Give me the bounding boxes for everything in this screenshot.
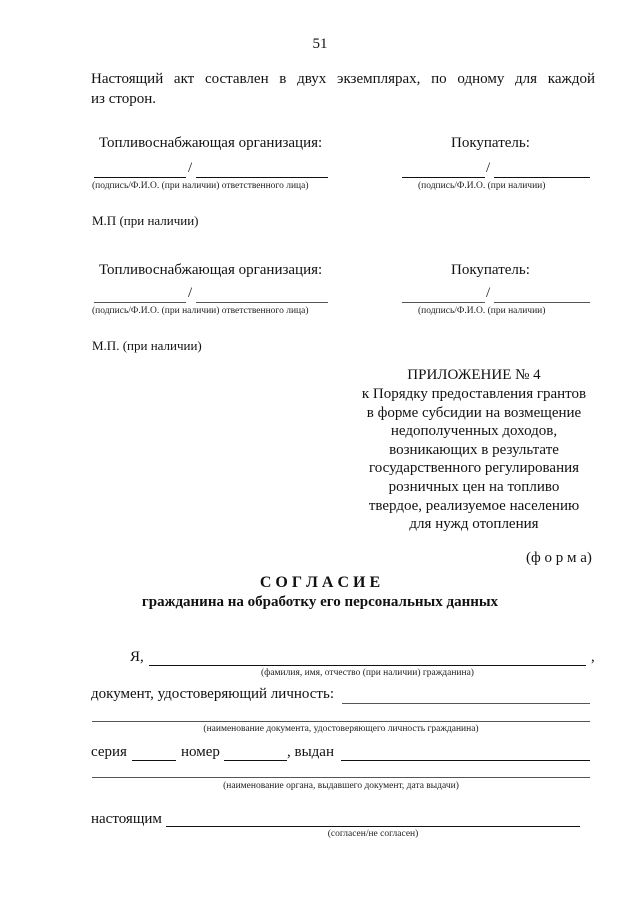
issuer-field[interactable] <box>341 760 590 761</box>
appendix-line: государственного регулирования <box>368 460 580 477</box>
supplier-name-line[interactable] <box>196 177 328 178</box>
consent-subtitle: гражданина на обработку его персональных данных <box>141 594 499 610</box>
appendix-line: твердое, реализуемое населению <box>368 497 580 514</box>
doc-field[interactable] <box>342 703 590 704</box>
buyer-slash: / <box>486 160 491 176</box>
agree-caption: (согласен/не согласен) <box>327 829 419 839</box>
fio-field[interactable] <box>149 665 586 666</box>
buyer-caption: (подпись/Ф.И.О. (при наличии) <box>418 181 546 191</box>
fio-comma: , <box>591 649 595 665</box>
appendix-line: в форме субсидии на возмещение <box>366 404 582 421</box>
appendix-text <box>350 385 598 534</box>
i-label: Я, <box>130 649 144 665</box>
doc-caption: (наименование документа, удостоверяющего личность гражданина) <box>203 724 479 734</box>
consent-title: С О Г Л А С И Е <box>259 574 381 591</box>
buyer-signature-line-2[interactable] <box>402 302 485 303</box>
stamp-note-1: М.П (при наличии) <box>92 213 199 228</box>
supplier-name-line-2[interactable] <box>196 302 328 303</box>
issued-label: , выдан <box>287 744 334 760</box>
supplier-caption-2: (подпись/Ф.И.О. (при наличии) ответственного лица) <box>92 306 309 316</box>
intro-line-2: из сторон. <box>91 91 156 107</box>
buyer-signature-line[interactable] <box>402 177 485 178</box>
buyer-label-2: Покупатель: <box>451 262 530 278</box>
supplier-signature-line[interactable] <box>94 177 186 178</box>
series-field[interactable] <box>132 760 176 761</box>
stamp-note-2: М.П. (при наличии) <box>92 338 202 353</box>
appendix-line: для нужд отопления <box>409 516 539 533</box>
appendix-line: возникающих в результате <box>389 441 559 458</box>
page-number: 51 <box>312 36 328 52</box>
supplier-slash-2: / <box>188 285 193 301</box>
series-label: серия <box>91 744 127 760</box>
number-label: номер <box>181 744 220 760</box>
form-label: (ф о р м а) <box>526 550 592 566</box>
buyer-label: Покупатель: <box>451 135 530 151</box>
intro-line-1: Настоящий акт составлен в двух экземплярах, по одному для каждой <box>91 71 595 87</box>
buyer-caption-2: (подпись/Ф.И.О. (при наличии) <box>418 306 546 316</box>
appendix-line: розничных цен на топливо <box>388 478 560 495</box>
buyer-slash-2: / <box>486 285 491 301</box>
appendix-line: к Порядку предоставления грантов <box>361 386 587 402</box>
buyer-name-line[interactable] <box>494 177 590 178</box>
doc-field-2[interactable] <box>92 721 590 722</box>
supplier-label: Топливоснабжающая организация: <box>99 135 323 151</box>
supplier-slash: / <box>188 160 193 176</box>
hereby-label: настоящим <box>91 811 162 827</box>
supplier-label-2: Топливоснабжающая организация: <box>99 262 323 278</box>
buyer-name-line-2[interactable] <box>494 302 590 303</box>
appendix-line: недополученных доходов, <box>390 423 558 440</box>
supplier-signature-line-2[interactable] <box>94 302 186 303</box>
issuer-field-2[interactable] <box>92 777 590 778</box>
agree-field[interactable] <box>166 826 580 827</box>
fio-caption: (фамилия, имя, отчество (при наличии) гражданина) <box>261 668 474 678</box>
supplier-caption: (подпись/Ф.И.О. (при наличии) ответственного лица) <box>92 181 309 191</box>
issuer-caption: (наименование органа, выдавшего документ, дата выдачи) <box>223 781 459 791</box>
number-field[interactable] <box>224 760 287 761</box>
doc-label: документ, удостоверяющий личность: <box>91 686 334 702</box>
appendix-title: ПРИЛОЖЕНИЕ № 4 <box>407 367 541 383</box>
